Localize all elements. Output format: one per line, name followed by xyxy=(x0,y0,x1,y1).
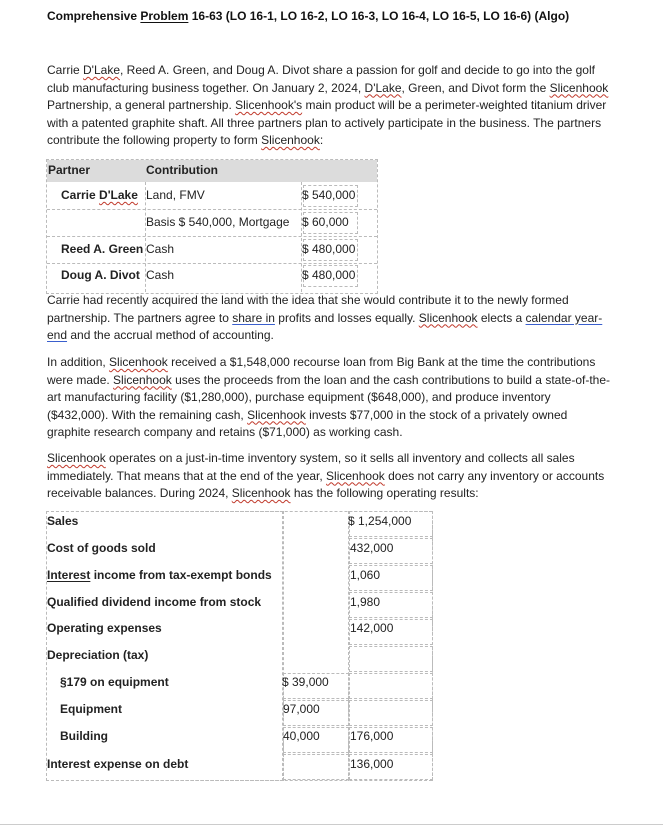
row-sales-label: Sales xyxy=(47,514,79,528)
row-sec179-amount: $ 39,000 xyxy=(282,675,329,689)
row-interest-expense-label: Interest expense on debt xyxy=(47,757,189,771)
row-cogs-total: 432,000 xyxy=(350,541,394,555)
row-opex-label: Operating expenses xyxy=(47,621,162,635)
row-equipment-label: Equipment xyxy=(60,702,122,716)
loan-paragraph: In addition, Slicenhook received a $1,548,000 recourse loan from Big Bank at the time the contributions were made. Slicenhook uses the proceeds from the loan and the cash contributions to build a state-of-the-art manufacturing facility ($1,280,000), purchase equipment ($648,000), and produce inventory ($432,000). With the remaining cash, Slicenhook invests $77,000 in the stock of a privately owned graphite research company and retains ($71,000) as working cash. xyxy=(47,355,611,439)
row-interest-income-total: 1,060 xyxy=(350,568,381,582)
land-paragraph: Carrie had recently acquired the land with the idea that she would contribute it to the newly formed partnership. The partners agree to share in profits and losses equally. Slicenhook elects a calendar year-end and the accrual method of accounting. xyxy=(47,293,603,342)
problem-title: Comprehensive Problem 16-63 (LO 16-1, LO 16-2, LO 16-3, LO 16-4, LO 16-5, LO 16-6) (Algo) xyxy=(47,9,570,23)
amount-mortgage: $ 60,000 xyxy=(302,215,349,229)
table-header xyxy=(47,160,377,182)
row-building-amount: 40,000 xyxy=(283,729,320,743)
contribution-land: Land, FMV xyxy=(146,188,205,202)
row-dividend-label: Qualified dividend income from stock xyxy=(47,595,262,609)
calendar-year-end-link[interactable]: calendar year-end xyxy=(47,310,603,342)
contribution-cash-green: Cash xyxy=(146,242,175,256)
amount-land: $ 540,000 xyxy=(302,188,356,202)
row-depreciation-total: 176,000 xyxy=(350,729,394,743)
row-building-label: Building xyxy=(60,729,108,743)
row-sec179-label: §179 on equipment xyxy=(60,675,169,689)
operations-paragraph: Slicenhook operates on a just-in-time inventory system, so it sells all inventory and collects all sales immediately. That means that at the end of the year, Slicenhook does not carry any inventory or accounts receivable balances. During 2024, Slicenhook has the following operating results: xyxy=(47,451,605,500)
header-contribution: Contribution xyxy=(146,163,218,177)
partner-name-divot: Doug A. Divot xyxy=(61,268,140,282)
row-interest-income-label: Interest income from tax-exempt bonds xyxy=(47,568,272,582)
partner-name-dlake: Carrie D'Lake xyxy=(61,188,138,202)
intro-paragraph: Carrie D'Lake, Reed A. Green, and Doug A. Divot share a passion for golf and decide to go into the golf club manufacturing business together. On January 2, 2024, D'Lake, Green, and Divot form the Slicenhook Partnership, a general partnership. Slicenhook's main product will be a perimeter-weighted titanium driver with a patented graphite shaft. All three partners plan to actively participate in the business. The partners contribute the following property to form Slicenhook: xyxy=(47,63,609,147)
row-interest-expense-total: 136,000 xyxy=(350,757,394,771)
row-opex-total: 142,000 xyxy=(350,621,394,635)
row-depreciation-label: Depreciation (tax) xyxy=(47,648,149,662)
operating-results-table xyxy=(46,511,432,781)
contribution-basis-mortgage: Basis $ 540,000, Mortgage xyxy=(146,215,290,229)
header-partner: Partner xyxy=(48,163,91,177)
partner-contribution-table xyxy=(46,159,378,294)
row-sales-total: $ 1,254,000 xyxy=(348,514,412,528)
amount-cash-green: $ 480,000 xyxy=(302,242,356,256)
amount-cash-divot: $ 480,000 xyxy=(302,268,356,282)
page-divider xyxy=(0,824,663,825)
row-equipment-amount: 97,000 xyxy=(283,702,320,716)
partner-name-green: Reed A. Green xyxy=(61,242,144,256)
share-in-link[interactable]: share in xyxy=(232,310,275,325)
row-cogs-label: Cost of goods sold xyxy=(47,541,156,555)
row-dividend-total: 1,980 xyxy=(350,595,381,609)
contribution-cash-divot: Cash xyxy=(146,268,175,282)
